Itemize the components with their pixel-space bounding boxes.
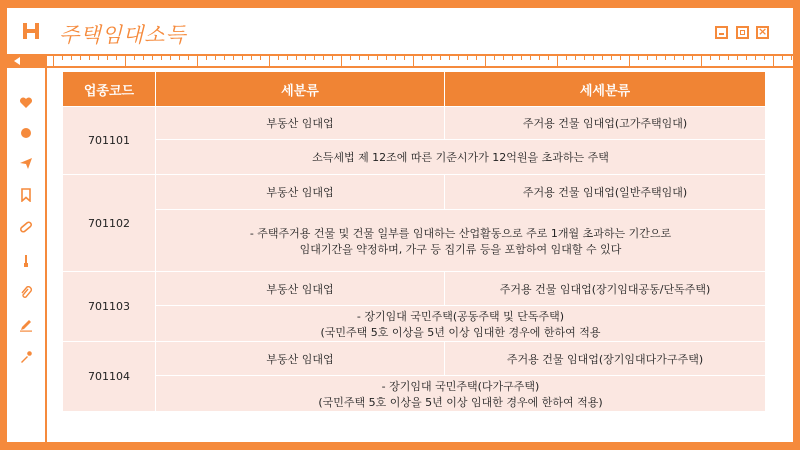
ruler-tick [773,56,774,66]
note-line: (국민주택 5호 이상을 5년 이상 임대한 경우에 한하여 적용 [320,325,601,339]
ruler-tick [575,56,576,60]
ruler-tick [422,56,423,60]
ruler-tick [710,56,711,60]
ruler-tick [170,56,171,60]
ruler-tick [152,56,153,60]
minimize-button[interactable] [715,26,728,39]
ruler-tick [737,56,738,60]
ruler-tick [305,56,306,60]
table-row [63,107,766,140]
note-line: 소득세법 제 12조에 따른 기준시가가 12억원을 초과하는 주택 [312,151,609,164]
dropper-icon[interactable] [19,350,33,364]
column-header-subcategory: 세분류 [156,72,445,107]
ruler-tick [341,56,342,66]
note-line: - 장기임대 국민주택(다가구주택) [381,379,540,393]
ruler-tick [377,56,378,60]
note-line: 임대기간을 약정하며, 가구 등 집기류 등을 포함하여 임대할 수 있다 [299,242,622,256]
subcategory-cell: 부동산 임대업 [156,342,445,376]
note-cell [156,140,766,175]
ruler-tick [296,56,297,60]
ruler-tick [413,56,414,66]
ruler-tick [557,56,558,66]
note-line: - 주택주거용 건물 및 건물 일부를 임대하는 산업활동으로 주로 1개월 초과하는 기간으로 [249,226,672,240]
ruler-tick [782,56,783,60]
column-header-detail: 세세분류 [445,72,766,107]
ruler-tick [107,56,108,60]
note-cell [156,376,766,412]
ruler-tick [503,56,504,60]
ruler-tick [143,56,144,60]
ruler-arrow-icon[interactable] [7,56,47,66]
note-line: (국민주택 5호 이상을 5년 이상 임대한 경우에 한하여 적용) [318,395,603,409]
table-header-row [63,72,766,107]
ruler-tick [674,56,675,60]
ruler-tick [368,56,369,60]
ruler-tick [566,56,567,60]
subcategory-cell: 부동산 임대업 [156,272,445,306]
ruler-tick [755,56,756,60]
ruler-tick [719,56,720,60]
table-note-row [63,376,766,412]
ruler-tick [476,56,477,60]
ruler-tick [350,56,351,60]
ruler-tick [701,56,702,66]
code-cell: 701103 [63,272,156,342]
ruler-tick [287,56,288,60]
ruler-tick [71,56,72,60]
ruler-tick [629,56,630,66]
table-note-row [63,210,766,272]
subcategory-cell: 부동산 임대업 [156,175,445,210]
detail-cell: 주거용 건물 임대업(장기임대공동/단독주택) [445,272,766,306]
ruler-tick [80,56,81,60]
ruler-tick [233,56,234,60]
ruler-tick [593,56,594,60]
ruler-tick [764,56,765,60]
ruler-tick [395,56,396,60]
ruler-tick [278,56,279,60]
code-cell: 701104 [63,342,156,412]
ruler-tick [467,56,468,60]
table-row [63,175,766,210]
ruler-tick [647,56,648,60]
ruler-tick [539,56,540,60]
ruler-tick [611,56,612,60]
table-row [63,342,766,376]
close-button[interactable] [756,26,769,39]
ruler-tick [692,56,693,60]
ruler-tick [269,56,270,66]
ruler-tick [683,56,684,60]
ruler-tick [458,56,459,60]
window-title: 주택임대소득 [59,23,187,47]
ruler-tick [197,56,198,66]
brush-icon[interactable] [19,254,33,268]
ruler-tick [521,56,522,60]
ruler-tick [98,56,99,60]
ruler-tick [53,56,54,66]
ruler-tick [242,56,243,60]
ruler-tick [791,56,792,60]
ruler-tick [431,56,432,60]
ruler-tick [314,56,315,60]
ruler-tick [494,56,495,60]
send-icon[interactable] [19,156,33,170]
app-logo-icon [23,22,41,40]
sidebar [7,68,47,442]
title-bar [7,8,793,54]
note-cell [156,306,766,342]
industry-code-table [62,71,766,412]
ruler-tick [620,56,621,60]
table-row [63,272,766,306]
ruler-tick [161,56,162,60]
code-cell: 701102 [63,175,156,272]
heart-icon[interactable] [19,96,33,110]
column-header-code: 업종코드 [63,72,156,107]
ruler-tick [206,56,207,60]
ruler-tick [332,56,333,60]
ruler-tick [530,56,531,60]
bookmark-icon[interactable] [19,188,33,202]
ruler-tick [449,56,450,60]
ruler-tick [62,56,63,60]
ruler-tick [260,56,261,60]
ruler-tick [665,56,666,60]
ruler-tick [323,56,324,60]
ruler-tick [125,56,126,66]
pill-icon[interactable] [19,220,33,234]
ruler-tick [116,56,117,60]
ruler-tick [134,56,135,60]
table-note-row [63,306,766,342]
ruler-tick [179,56,180,60]
ruler-tick [89,56,90,60]
ruler-tick [404,56,405,60]
ruler-tick [728,56,729,60]
ruler-tick [512,56,513,60]
paperclip-icon[interactable] [19,286,33,300]
ruler-tick [656,56,657,60]
circle-icon[interactable] [19,126,33,140]
code-cell: 701101 [63,107,156,175]
close-icon: × [758,25,768,38]
note-line: - 장기임대 국민주택(공동주택 및 단독주택) [356,309,565,323]
ruler-tick [485,56,486,66]
ruler-tick [746,56,747,60]
ruler-tick [584,56,585,60]
ruler-tick [215,56,216,60]
ruler-tick [224,56,225,60]
ruler-tick [188,56,189,60]
detail-cell: 주거용 건물 임대업(장기임대다가구주택) [445,342,766,376]
maximize-button[interactable] [736,26,749,39]
ruler-tick [548,56,549,60]
ruler-tick [602,56,603,60]
ruler-tick [251,56,252,60]
ruler-tick [638,56,639,60]
detail-cell: 주거용 건물 임대업(일반주택임대) [445,175,766,210]
note-cell [156,210,766,272]
ruler-tick [440,56,441,60]
detail-cell: 주거용 건물 임대업(고가주택임대) [445,107,766,140]
ruler-tick [359,56,360,60]
ruler [7,54,793,68]
pencil-icon[interactable] [19,318,33,332]
ruler-tick [386,56,387,60]
table-note-row [63,140,766,175]
subcategory-cell: 부동산 임대업 [156,107,445,140]
